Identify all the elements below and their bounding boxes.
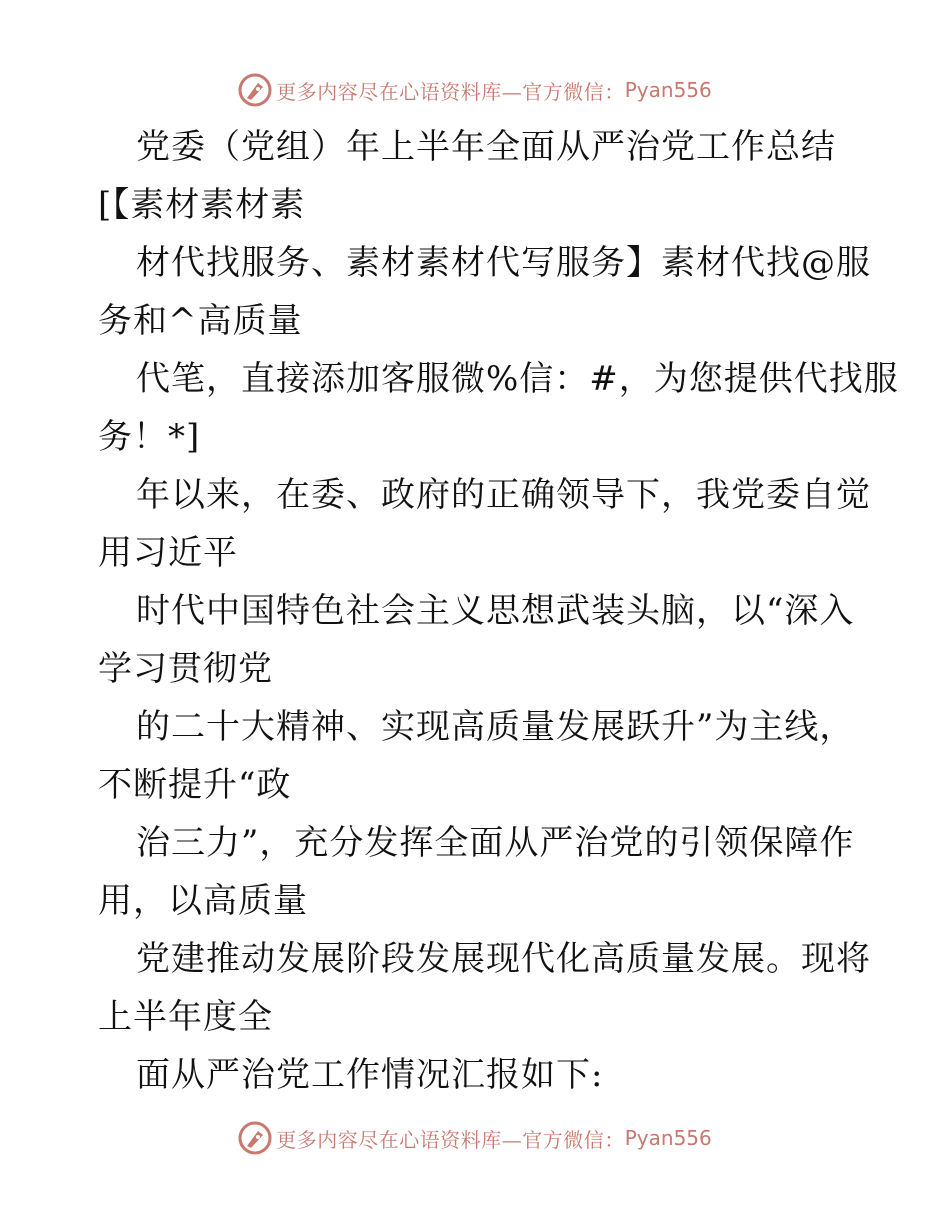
watermark-text: 更多内容尽在心语资料库—官方微信： bbox=[276, 79, 625, 104]
text-line: 年以来，在委、政府的正确领导下，我党委自觉 bbox=[136, 475, 871, 515]
watermark-wechat-id: Pyan556 bbox=[624, 78, 712, 102]
text-line: 的二十大精神、实现高质量发展跃升”为主线， bbox=[136, 707, 855, 747]
text-line: 时代中国特色社会主义思想武装头脑，以“深入 bbox=[136, 591, 855, 631]
text-line: 务！*] bbox=[98, 417, 201, 457]
text-line: 材代找服务、素材素材代写服务】素材代找@服 bbox=[136, 243, 871, 283]
watermark-text: 更多内容尽在心语资料库—官方微信： bbox=[276, 1127, 625, 1152]
document-title: 党委（党组）年上半年全面从严治党工作总结 bbox=[136, 127, 836, 167]
header-watermark-banner bbox=[0, 70, 950, 110]
watermark-wechat-id: Pyan556 bbox=[624, 1126, 712, 1150]
text-line: 上半年度全 bbox=[98, 997, 273, 1037]
text-line: 党建推动发展阶段发展现代化高质量发展。现将 bbox=[136, 939, 871, 979]
pen-nib-logo-icon bbox=[238, 73, 272, 107]
text-line: 不断提升“政 bbox=[98, 765, 292, 805]
pen-nib-logo-icon bbox=[238, 1121, 272, 1155]
text-line: 务和^高质量 bbox=[98, 301, 303, 341]
text-line: [【素材素材素 bbox=[98, 185, 306, 225]
document-body bbox=[98, 118, 899, 1104]
text-line: 代笔，直接添加客服微%信：#，为您提供代找服 bbox=[136, 359, 899, 399]
text-line: 面从严治党工作情况汇报如下: bbox=[136, 1055, 604, 1095]
text-line: 用，以高质量 bbox=[98, 881, 308, 921]
text-line: 学习贯彻党 bbox=[98, 649, 273, 689]
text-line: 治三力”，充分发挥全面从严治党的引领保障作 bbox=[136, 823, 855, 863]
footer-watermark-banner bbox=[0, 1118, 950, 1158]
text-line: 用习近平 bbox=[98, 533, 238, 573]
